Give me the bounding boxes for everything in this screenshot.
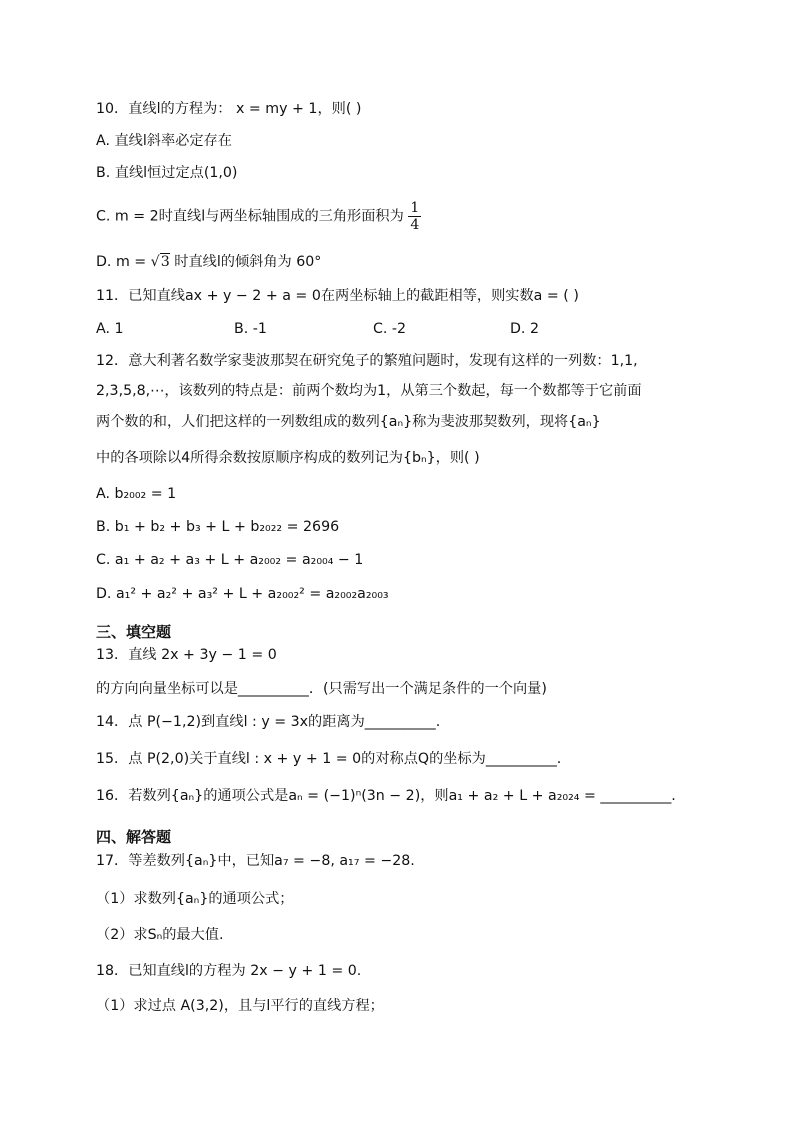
q11-option-b: B. -1	[234, 321, 267, 337]
q10-option-d-pre: D. m =	[96, 254, 151, 270]
q17-part-1: （1）求数列{aₙ}的通项公式；	[96, 891, 294, 907]
q10-option-c-text: C. m = 2时直线l与两坐标轴围成的三角形面积为	[96, 208, 404, 225]
q16: 16．若数列{aₙ}的通项公式是aₙ = (−1)ⁿ(3n − 2)，则a₁ + a₂ + L + a₂₀₂₄ = __________.	[96, 788, 676, 804]
q11-option-a: A. 1	[96, 321, 124, 337]
section-heading-fill-in: 三、填空题	[96, 623, 172, 641]
q10-option-a: A. 直线l斜率必定存在	[96, 133, 232, 149]
fraction	[408, 200, 421, 233]
q18-part-1: （1）求过点 A(3,2)，且与l平行的直线方程；	[96, 998, 384, 1014]
q12-option-c: C. a₁ + a₂ + a₃ + L + a₂₀₀₂ = a₂₀₀₄ − 1	[96, 552, 364, 568]
q12-option-b: B. b₁ + b₂ + b₃ + L + b₂₀₂₂ = 2696	[96, 519, 340, 535]
q17-stem: 17．等差数列{aₙ}中，已知a₇ = −8, a₁₇ = −28.	[96, 853, 415, 869]
q10-option-d	[96, 252, 734, 272]
sqrt-sign: √	[150, 254, 160, 270]
q10-option-b: B. 直线l恒过定点(1,0)	[96, 165, 238, 181]
section-heading-answer: 四、解答题	[96, 828, 172, 846]
fraction-numerator: 1	[410, 200, 420, 216]
q10-option-c	[96, 200, 734, 233]
q18-stem: 18．已知直线l的方程为 2x − y + 1 = 0.	[96, 963, 362, 979]
q11-option-d: D. 2	[510, 321, 539, 337]
fraction-denominator: 4	[410, 217, 420, 233]
q12-line-4: 中的各项除以4所得余数按原顺序构成的数列记为{bₙ}，则( )	[96, 450, 480, 466]
q15: 15．点 P(2,0)关于直线l : x + y + 1 = 0的对称点Q的坐标为__________.	[96, 751, 562, 767]
q11-stem: 11．已知直线ax + y − 2 + a = 0在两坐标轴上的截距相等，则实数a = ( )	[96, 288, 579, 304]
q12-option-d: D. a₁² + a₂² + a₃² + L + a₂₀₀₂² = a₂₀₀₂a₂₀₀₃	[96, 586, 389, 602]
q12-option-a: A. b₂₀₀₂ = 1	[96, 486, 177, 502]
q17-part-2: （2）求Sₙ的最大值.	[96, 927, 224, 943]
q11-option-c: C. -2	[373, 321, 407, 337]
sqrt-radicand: 3	[160, 254, 170, 270]
q12-line-1: 12．意大利著名数学家斐波那契在研究兔子的繁殖问题时，发现有这样的一列数：1,1,	[96, 353, 638, 369]
q10-stem: 10．直线l的方程为： x = my + 1，则( )	[96, 101, 362, 117]
q14: 14．点 P(−1,2)到直线l : y = 3x的距离为__________.	[96, 714, 441, 730]
q12-line-2: 2,3,5,8,⋯，该数列的特点是：前两个数均为1，从第三个数起，每一个数都等于它前面	[96, 383, 642, 399]
q12-line-3: 两个数的和，人们把这样的一列数组成的数列{aₙ}称为斐波那契数列，现将{aₙ}	[96, 414, 601, 430]
q10-option-d-post: 时直线l的倾斜角为 60°	[174, 254, 322, 270]
q13-line-2: 的方向向量坐标可以是__________．(只需写出一个满足条件的一个向量)	[96, 681, 547, 697]
q13-line-1: 13．直线 2x + 3y − 1 = 0	[96, 647, 277, 663]
